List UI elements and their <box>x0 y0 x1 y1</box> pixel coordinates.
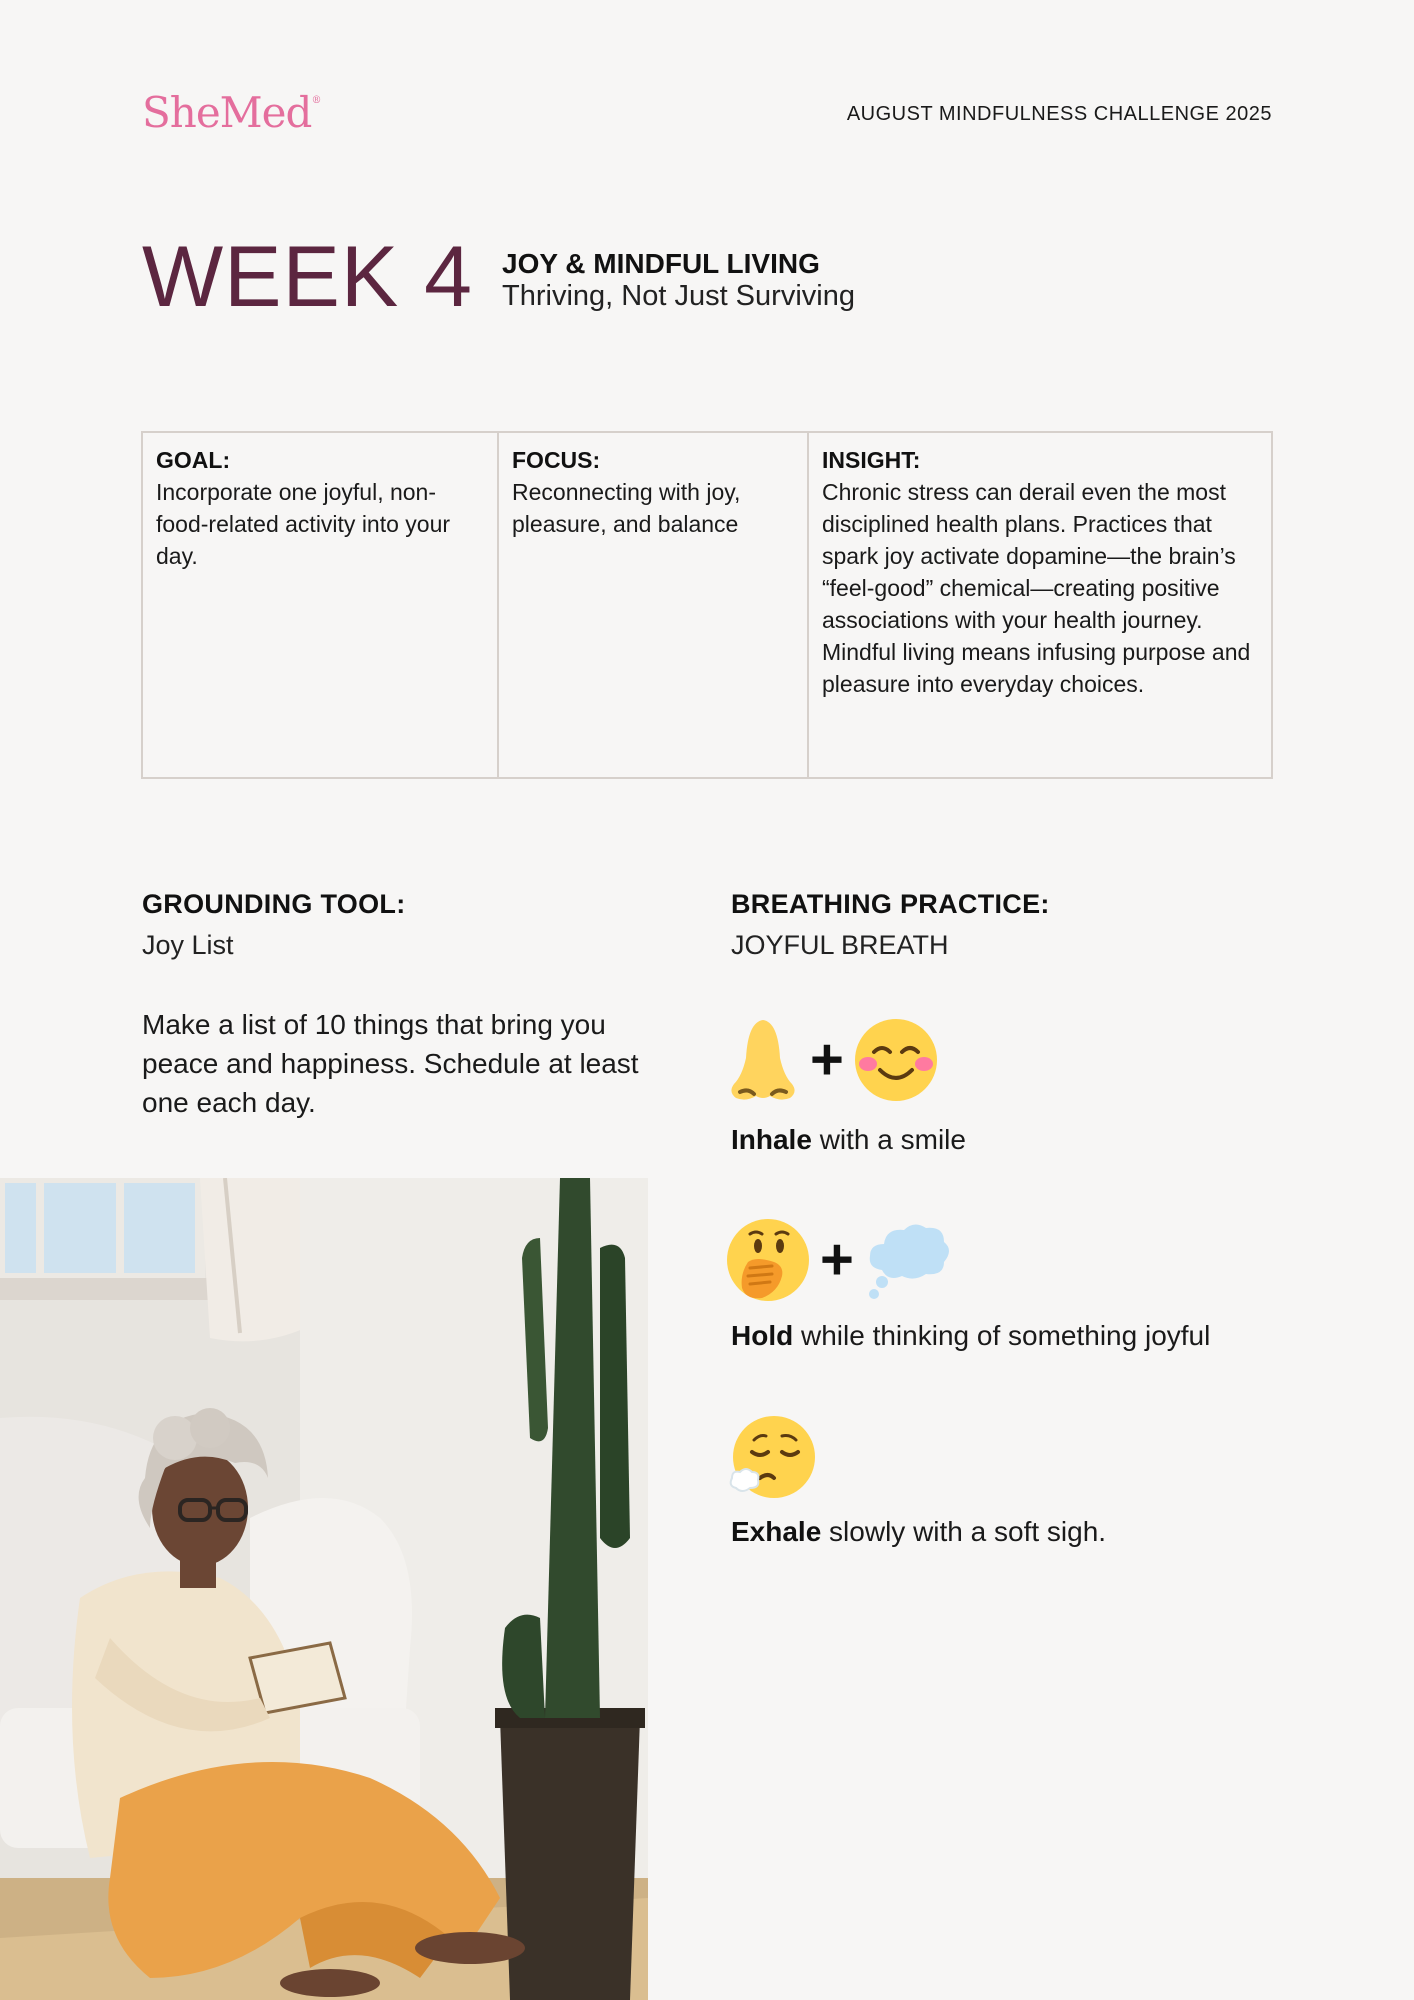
goal-text: Incorporate one joyful, non-food-related activity into your day. <box>156 479 451 569</box>
challenge-title: AUGUST MINDFULNESS CHALLENGE 2025 <box>846 103 1272 125</box>
focus-label: FOCUS: <box>512 447 601 473</box>
insight-cell <box>807 433 1271 777</box>
goal-label: GOAL: <box>156 447 231 473</box>
goal-cell <box>143 433 497 777</box>
hold-step <box>731 1320 1210 1352</box>
breathing-heading: BREATHING PRACTICE: <box>731 889 1050 919</box>
hold-icons <box>726 1218 950 1302</box>
insight-label: INSIGHT: <box>822 447 921 473</box>
smiling-face-icon <box>854 1018 938 1102</box>
focus-cell <box>497 433 807 777</box>
exhale-icons <box>726 1414 816 1500</box>
goal-focus-insight-table <box>141 431 1273 779</box>
exhale-text: slowly with a soft sigh. <box>821 1516 1107 1547</box>
exhale-step <box>731 1516 1106 1548</box>
theme-title: JOY & MINDFUL LIVING <box>502 248 820 279</box>
relieved-exhale-face-icon <box>726 1414 816 1500</box>
week-theme <box>502 248 855 314</box>
grounding-heading: GROUNDING TOOL: <box>142 889 406 919</box>
grounding-instruction: Make a list of 10 things that bring you peace and happiness. Schedule at least one each day. <box>142 1009 639 1118</box>
woman-reading-photo <box>0 1178 648 2000</box>
hand-over-mouth-face-icon <box>726 1218 810 1302</box>
nose-icon <box>726 1018 800 1102</box>
inhale-icons <box>726 1018 938 1102</box>
grounding-name: Joy List <box>142 930 234 960</box>
exhale-verb: Exhale <box>731 1516 822 1547</box>
inhale-step <box>731 1124 966 1156</box>
shemed-logo <box>142 88 321 137</box>
theme-subtitle: Thriving, Not Just Surviving <box>502 280 855 313</box>
focus-text: Reconnecting with joy, pleasure, and balance <box>512 479 741 537</box>
week-label: WEEK 4 <box>142 229 473 325</box>
woman-reading-illustration <box>0 1178 648 2000</box>
breathing-name: JOYFUL BREATH <box>731 930 949 960</box>
inhale-text: with a smile <box>811 1124 966 1155</box>
hold-text: while thinking of something joyful <box>793 1320 1211 1351</box>
plus-icon: + <box>810 1027 844 1092</box>
thought-bubble-icon <box>864 1220 950 1300</box>
logo-text: SheMed <box>142 88 312 137</box>
hold-verb: Hold <box>731 1320 794 1351</box>
plus-icon: + <box>820 1227 854 1292</box>
insight-text: Chronic stress can derail even the most disciplined health plans. Practices that spark joy activate dopamine—the brain’s “feel-good” chemical—creating positive associations with your health journey. Mindful living means infusing purpose and pleasure into everyday choices. <box>822 479 1251 697</box>
registered-mark: ® <box>311 95 321 106</box>
inhale-verb: Inhale <box>731 1124 812 1155</box>
